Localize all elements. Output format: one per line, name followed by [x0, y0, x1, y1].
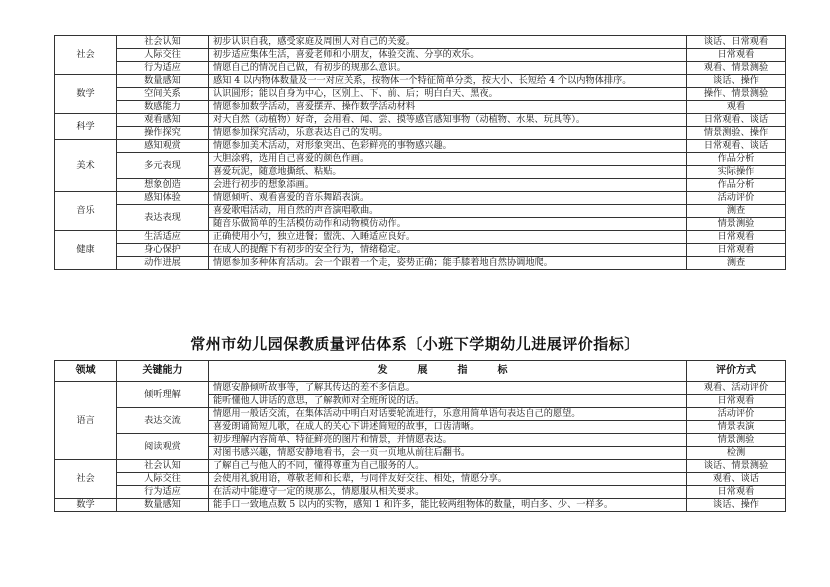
domain-cell: 健康 — [55, 231, 117, 270]
table-row — [55, 179, 786, 192]
header-method: 评价方式 — [687, 361, 786, 382]
indicator-cell: 情愿倾听、观看喜爱的音乐舞蹈表演。 — [209, 192, 687, 205]
skill-cell: 感知体验 — [117, 192, 209, 205]
indicator-cell: 随音乐做简单的生活模仿动作和动物模仿动作。 — [209, 218, 687, 231]
indicator-cell: 在活动中能遵守一定的规那么，情愿服从相关要求。 — [209, 486, 687, 499]
method-cell: 日常观看、谈话 — [687, 114, 786, 127]
indicator-cell: 喜爱歌唱活动，用自然的声音演唱歌曲。 — [209, 205, 687, 218]
indicator-cell: 初步理解内容简单、特征鲜亮的图片和情景，并情愿表达。 — [209, 434, 687, 447]
table-row — [55, 257, 786, 270]
domain-cell: 语言 — [55, 382, 117, 460]
indicator-table-bottom — [54, 360, 786, 512]
method-cell: 测查 — [687, 205, 786, 218]
method-cell: 实际操作 — [687, 166, 786, 179]
skill-cell: 表达表现 — [117, 205, 209, 231]
indicator-cell: 会进行初步的想象添画。 — [209, 179, 687, 192]
skill-cell: 人际交往 — [117, 473, 209, 486]
skill-cell: 动作进展 — [117, 257, 209, 270]
indicator-cell: 在成人的提醒下有初步的安全行为，情绪稳定。 — [209, 244, 687, 257]
method-cell: 日常观看 — [687, 49, 786, 62]
method-cell: 日常观看 — [687, 486, 786, 499]
table-row — [55, 205, 786, 218]
indicator-cell: 能听懂他人讲话的意思，了解教师对全班所说的话。 — [209, 395, 687, 408]
domain-cell: 社会 — [55, 460, 117, 499]
indicator-cell: 正确使用小勺，独立进餐；盥洗、入睡适应良好。 — [209, 231, 687, 244]
header-skill: 关键能力 — [117, 361, 209, 382]
skill-cell: 生活适应 — [117, 231, 209, 244]
indicator-cell: 了解自己与他人的不同，懂得尊重为自己服务的人。 — [209, 460, 687, 473]
method-cell: 观看 — [687, 101, 786, 114]
domain-cell: 音乐 — [55, 192, 117, 231]
indicator-cell: 会使用礼貌用语，尊敬老师和长辈，与同伴友好交往、相处，情愿分享。 — [209, 473, 687, 486]
skill-cell: 行为适应 — [117, 62, 209, 75]
indicator-cell: 喜爱朗诵简短儿歌，在成人的关心下讲述简短的故事，口齿清晰。 — [209, 421, 687, 434]
method-cell: 日常观看 — [687, 395, 786, 408]
table-row — [55, 192, 786, 205]
skill-cell: 想象创造 — [117, 179, 209, 192]
domain-cell: 科学 — [55, 114, 117, 140]
skill-cell: 数感能力 — [117, 101, 209, 114]
skill-cell: 阅读观赏 — [117, 434, 209, 460]
method-cell: 观看、谈话 — [687, 473, 786, 486]
table-row — [55, 114, 786, 127]
domain-cell: 数学 — [55, 75, 117, 114]
indicator-cell: 情愿参加数学活动，喜爱摆弄、操作数学活动材料 — [209, 101, 687, 114]
domain-cell: 数学 — [55, 499, 117, 512]
table-row — [55, 244, 786, 257]
domain-cell: 美术 — [55, 140, 117, 192]
skill-cell: 数量感知 — [117, 499, 209, 512]
skill-cell: 人际交往 — [117, 49, 209, 62]
method-cell: 观看、情景测验 — [687, 62, 786, 75]
skill-cell: 观看感知 — [117, 114, 209, 127]
method-cell: 谈话、操作 — [687, 499, 786, 512]
skill-cell: 身心保护 — [117, 244, 209, 257]
method-cell: 情景表演 — [687, 421, 786, 434]
indicator-table-top — [54, 35, 786, 270]
indicator-cell: 感知 4 以内物体数量及一一对应关系，按物体一个特征简单分类，按大小、长短给 4 个以内物体排序。 — [209, 75, 687, 88]
method-cell: 日常观看 — [687, 244, 786, 257]
indicator-cell: 情愿自己的情况自己做，有初步的规那么意识。 — [209, 62, 687, 75]
table-row — [55, 36, 786, 49]
method-cell: 活动评价 — [687, 192, 786, 205]
method-cell: 日常观看 — [687, 231, 786, 244]
skill-cell: 行为适应 — [117, 486, 209, 499]
table-row — [55, 486, 786, 499]
method-cell: 检测 — [687, 447, 786, 460]
method-cell: 观看、活动评价 — [687, 382, 786, 395]
table-row — [55, 75, 786, 88]
table-row — [55, 153, 786, 166]
skill-cell: 感知观赏 — [117, 140, 209, 153]
method-cell: 情景测验 — [687, 218, 786, 231]
skill-cell: 空间关系 — [117, 88, 209, 101]
skill-cell: 表达交流 — [117, 408, 209, 434]
header-indicator: 发 展 指 标 — [209, 361, 687, 382]
table-row — [55, 62, 786, 75]
header-row — [55, 361, 786, 382]
method-cell: 操作、情景测验 — [687, 88, 786, 101]
page-title: 常州市幼儿园保教质量评估体系〔小班下学期幼儿进展评价指标〕 — [190, 335, 640, 353]
table-row — [55, 88, 786, 101]
table-row — [55, 101, 786, 114]
indicator-cell: 喜爱玩泥，随意地撕纸、粘贴。 — [209, 166, 687, 179]
indicator-cell: 情愿参加探究活动，乐意表达自己的发明。 — [209, 127, 687, 140]
table-row — [55, 231, 786, 244]
table-row — [55, 382, 786, 395]
indicator-cell: 情愿参加多种体育活动。会一个跟着一个走，姿势正确；能手膝着地自然协调地爬。 — [209, 257, 687, 270]
table-row — [55, 49, 786, 62]
method-cell: 谈话、日常观看 — [687, 36, 786, 49]
table-row — [55, 127, 786, 140]
method-cell: 情景测验 — [687, 434, 786, 447]
indicator-cell: 认识圆形；能以自身为中心，区别上、下、前、后；明白白天、黑夜。 — [209, 88, 687, 101]
skill-cell: 社会认知 — [117, 36, 209, 49]
indicator-cell: 能手口一致地点数 5 以内的实物，感知 1 和许多，能比较两组物体的数量，明白多、少、一样多。 — [209, 499, 687, 512]
skill-cell: 数量感知 — [117, 75, 209, 88]
method-cell: 作品分析 — [687, 179, 786, 192]
method-cell: 测查 — [687, 257, 786, 270]
indicator-cell: 大胆涂鸦，选用自己喜爱的颜色作画。 — [209, 153, 687, 166]
method-cell: 作品分析 — [687, 153, 786, 166]
table-row — [55, 460, 786, 473]
method-cell: 情景测验、操作 — [687, 127, 786, 140]
header-domain: 领域 — [55, 361, 117, 382]
skill-cell: 操作探究 — [117, 127, 209, 140]
table-row — [55, 434, 786, 447]
indicator-cell: 初步适应集体生活，喜爱老师和小朋友，体验交流、分享的欢乐。 — [209, 49, 687, 62]
skill-cell: 倾听理解 — [117, 382, 209, 408]
indicator-cell: 初步认识自我，感受家庭及周围人对自己的关爱。 — [209, 36, 687, 49]
method-cell: 谈话、操作 — [687, 75, 786, 88]
table-row — [55, 499, 786, 512]
method-cell: 谈话、情景测验 — [687, 460, 786, 473]
table-row — [55, 408, 786, 421]
skill-cell: 多元表现 — [117, 153, 209, 179]
method-cell: 活动评价 — [687, 408, 786, 421]
skill-cell: 社会认知 — [117, 460, 209, 473]
table-row — [55, 140, 786, 153]
indicator-cell: 情愿参加美术活动，对形象突出、色彩鲜亮的事物感兴趣。 — [209, 140, 687, 153]
domain-cell: 社会 — [55, 36, 117, 75]
method-cell: 日常观看、谈话 — [687, 140, 786, 153]
indicator-cell: 对图书感兴趣，情愿安静地看书，会一页一页地从前往后翻书。 — [209, 447, 687, 460]
indicator-cell: 情愿安静倾听故事等，了解其传达的差不多信息。 — [209, 382, 687, 395]
table-row — [55, 473, 786, 486]
indicator-cell: 对大自然（动植物）好奇，会用看、闻、尝、摸等感官感知事物（动植物、水果、玩具等）。 — [209, 114, 687, 127]
indicator-cell: 情愿用一般话交流，在集体活动中明白对话要轮流进行，乐意用简单语句表达自己的愿望。 — [209, 408, 687, 421]
